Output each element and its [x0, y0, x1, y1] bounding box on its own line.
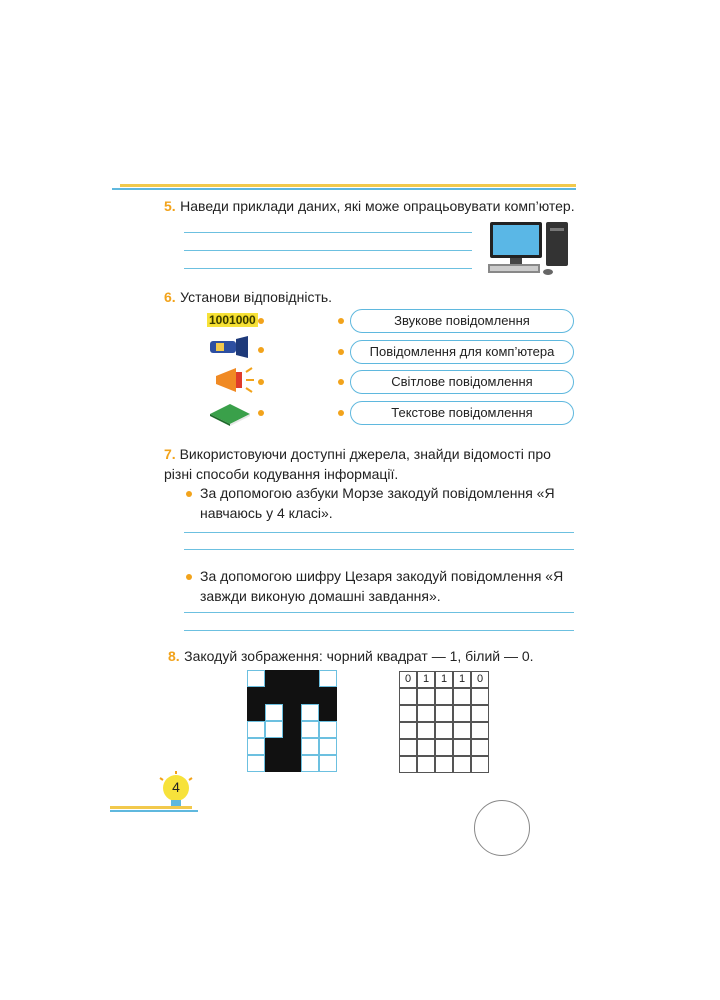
- white-square: [247, 721, 265, 738]
- code-cell[interactable]: [417, 756, 435, 773]
- white-square: [301, 738, 319, 755]
- code-cell[interactable]: [471, 688, 489, 705]
- task6-number: 6.: [164, 289, 176, 305]
- black-square: [283, 704, 301, 721]
- black-square: [283, 738, 301, 755]
- task8-text: Закодуй зображення: чорний квадрат — 1, білий — 0.: [184, 648, 534, 664]
- match-dot[interactable]: [338, 349, 344, 355]
- white-square: [301, 721, 319, 738]
- white-square: [247, 755, 265, 772]
- black-square: [265, 670, 283, 687]
- code-cell[interactable]: [453, 688, 471, 705]
- white-square: [265, 704, 283, 721]
- white-square: [247, 738, 265, 755]
- code-cell[interactable]: [435, 756, 453, 773]
- page-number: 4: [172, 779, 180, 795]
- white-square: [301, 755, 319, 772]
- black-square: [319, 687, 337, 704]
- task5-text: Наведи приклади даних, які може опрацьовувати комп’ютер.: [180, 198, 575, 214]
- code-cell[interactable]: 1: [417, 671, 435, 688]
- code-cell[interactable]: [399, 722, 417, 739]
- match-dot[interactable]: [258, 318, 264, 324]
- white-square: [247, 670, 265, 687]
- answer-line[interactable]: [184, 268, 472, 269]
- answer-line[interactable]: [184, 532, 574, 533]
- flashlight-icon: [208, 336, 252, 358]
- match-dot[interactable]: [258, 410, 264, 416]
- task6-text: Установи відповідність.: [180, 289, 333, 305]
- code-cell[interactable]: [471, 739, 489, 756]
- black-square: [283, 721, 301, 738]
- white-square: [319, 721, 337, 738]
- code-cell[interactable]: [417, 705, 435, 722]
- black-square: [283, 755, 301, 772]
- task7-heading: [164, 444, 576, 484]
- black-square: [247, 687, 265, 704]
- top-decor-line-yellow: [120, 184, 576, 187]
- task5-heading: [164, 198, 575, 216]
- answer-line[interactable]: [184, 232, 472, 233]
- match-dot[interactable]: [338, 410, 344, 416]
- code-cell[interactable]: [435, 722, 453, 739]
- bottom-decor-line-yellow: [110, 806, 192, 809]
- black-square: [283, 687, 301, 704]
- code-cell[interactable]: [417, 722, 435, 739]
- black-square: [265, 687, 283, 704]
- bullet-dot: [186, 574, 192, 580]
- answer-line[interactable]: [184, 549, 574, 550]
- black-square: [319, 704, 337, 721]
- code-cell[interactable]: [453, 722, 471, 739]
- code-cell[interactable]: [435, 688, 453, 705]
- match-dot[interactable]: [338, 379, 344, 385]
- white-square: [319, 738, 337, 755]
- match-dot[interactable]: [258, 347, 264, 353]
- code-cell[interactable]: [399, 739, 417, 756]
- match-option-sound[interactable]: Звукове повідомлення: [350, 309, 574, 333]
- task7-bullet-caesar: За допомогою шифру Цезаря закодуй повідомлення «Я завжди виконую домашні завдання».: [200, 568, 564, 604]
- white-square: [265, 721, 283, 738]
- bottom-decor-line-blue: [110, 810, 198, 812]
- code-cell[interactable]: 0: [471, 671, 489, 688]
- black-square: [301, 687, 319, 704]
- code-cell[interactable]: 1: [435, 671, 453, 688]
- task7-number: 7.: [164, 446, 176, 462]
- code-cell[interactable]: [399, 705, 417, 722]
- code-cell[interactable]: [435, 739, 453, 756]
- code-cell[interactable]: [399, 756, 417, 773]
- megaphone-icon: [212, 366, 256, 396]
- task5-number: 5.: [164, 198, 176, 214]
- task7-text: Використовуючи доступні джерела, знайди відомості про різні способи кодування інформації.: [164, 446, 551, 482]
- black-square: [265, 755, 283, 772]
- pixel-image-grid: [247, 670, 337, 772]
- match-option-computer[interactable]: Повідомлення для комп’ютера: [350, 340, 574, 364]
- task8-heading: [168, 648, 534, 666]
- white-square: [319, 670, 337, 687]
- bullet-dot: [186, 491, 192, 497]
- code-cell[interactable]: [453, 705, 471, 722]
- code-cell[interactable]: [417, 688, 435, 705]
- code-cell[interactable]: [453, 756, 471, 773]
- code-cell[interactable]: 0: [399, 671, 417, 688]
- code-cell[interactable]: [399, 688, 417, 705]
- black-square: [247, 704, 265, 721]
- code-answer-grid[interactable]: [399, 671, 489, 773]
- code-cell[interactable]: [471, 722, 489, 739]
- binary-code-label: 1001000: [209, 313, 256, 327]
- match-option-text[interactable]: Текстове повідомлення: [350, 401, 574, 425]
- answer-line[interactable]: [184, 250, 472, 251]
- black-square: [265, 738, 283, 755]
- code-cell[interactable]: [417, 739, 435, 756]
- task6-heading: [164, 289, 332, 307]
- task7-bullet-morse: За допомогою азбуки Морзе закодуй повідомлення «Я навчаюсь у 4 класі».: [200, 485, 555, 521]
- top-decor-line-blue: [112, 188, 576, 190]
- book-icon: [208, 400, 252, 426]
- grade-circle: [474, 800, 530, 856]
- black-square: [283, 670, 301, 687]
- code-cell[interactable]: [435, 705, 453, 722]
- white-square: [319, 755, 337, 772]
- white-square: [301, 704, 319, 721]
- computer-icon: [486, 218, 576, 280]
- match-dot[interactable]: [338, 318, 344, 324]
- code-cell[interactable]: [453, 739, 471, 756]
- answer-line[interactable]: [184, 612, 574, 613]
- match-dot[interactable]: [258, 379, 264, 385]
- black-square: [301, 670, 319, 687]
- answer-line[interactable]: [184, 630, 574, 631]
- match-option-light[interactable]: Світлове повідомлення: [350, 370, 574, 394]
- code-cell[interactable]: [471, 756, 489, 773]
- task8-number: 8.: [168, 648, 180, 664]
- code-cell[interactable]: [471, 705, 489, 722]
- code-cell[interactable]: 1: [453, 671, 471, 688]
